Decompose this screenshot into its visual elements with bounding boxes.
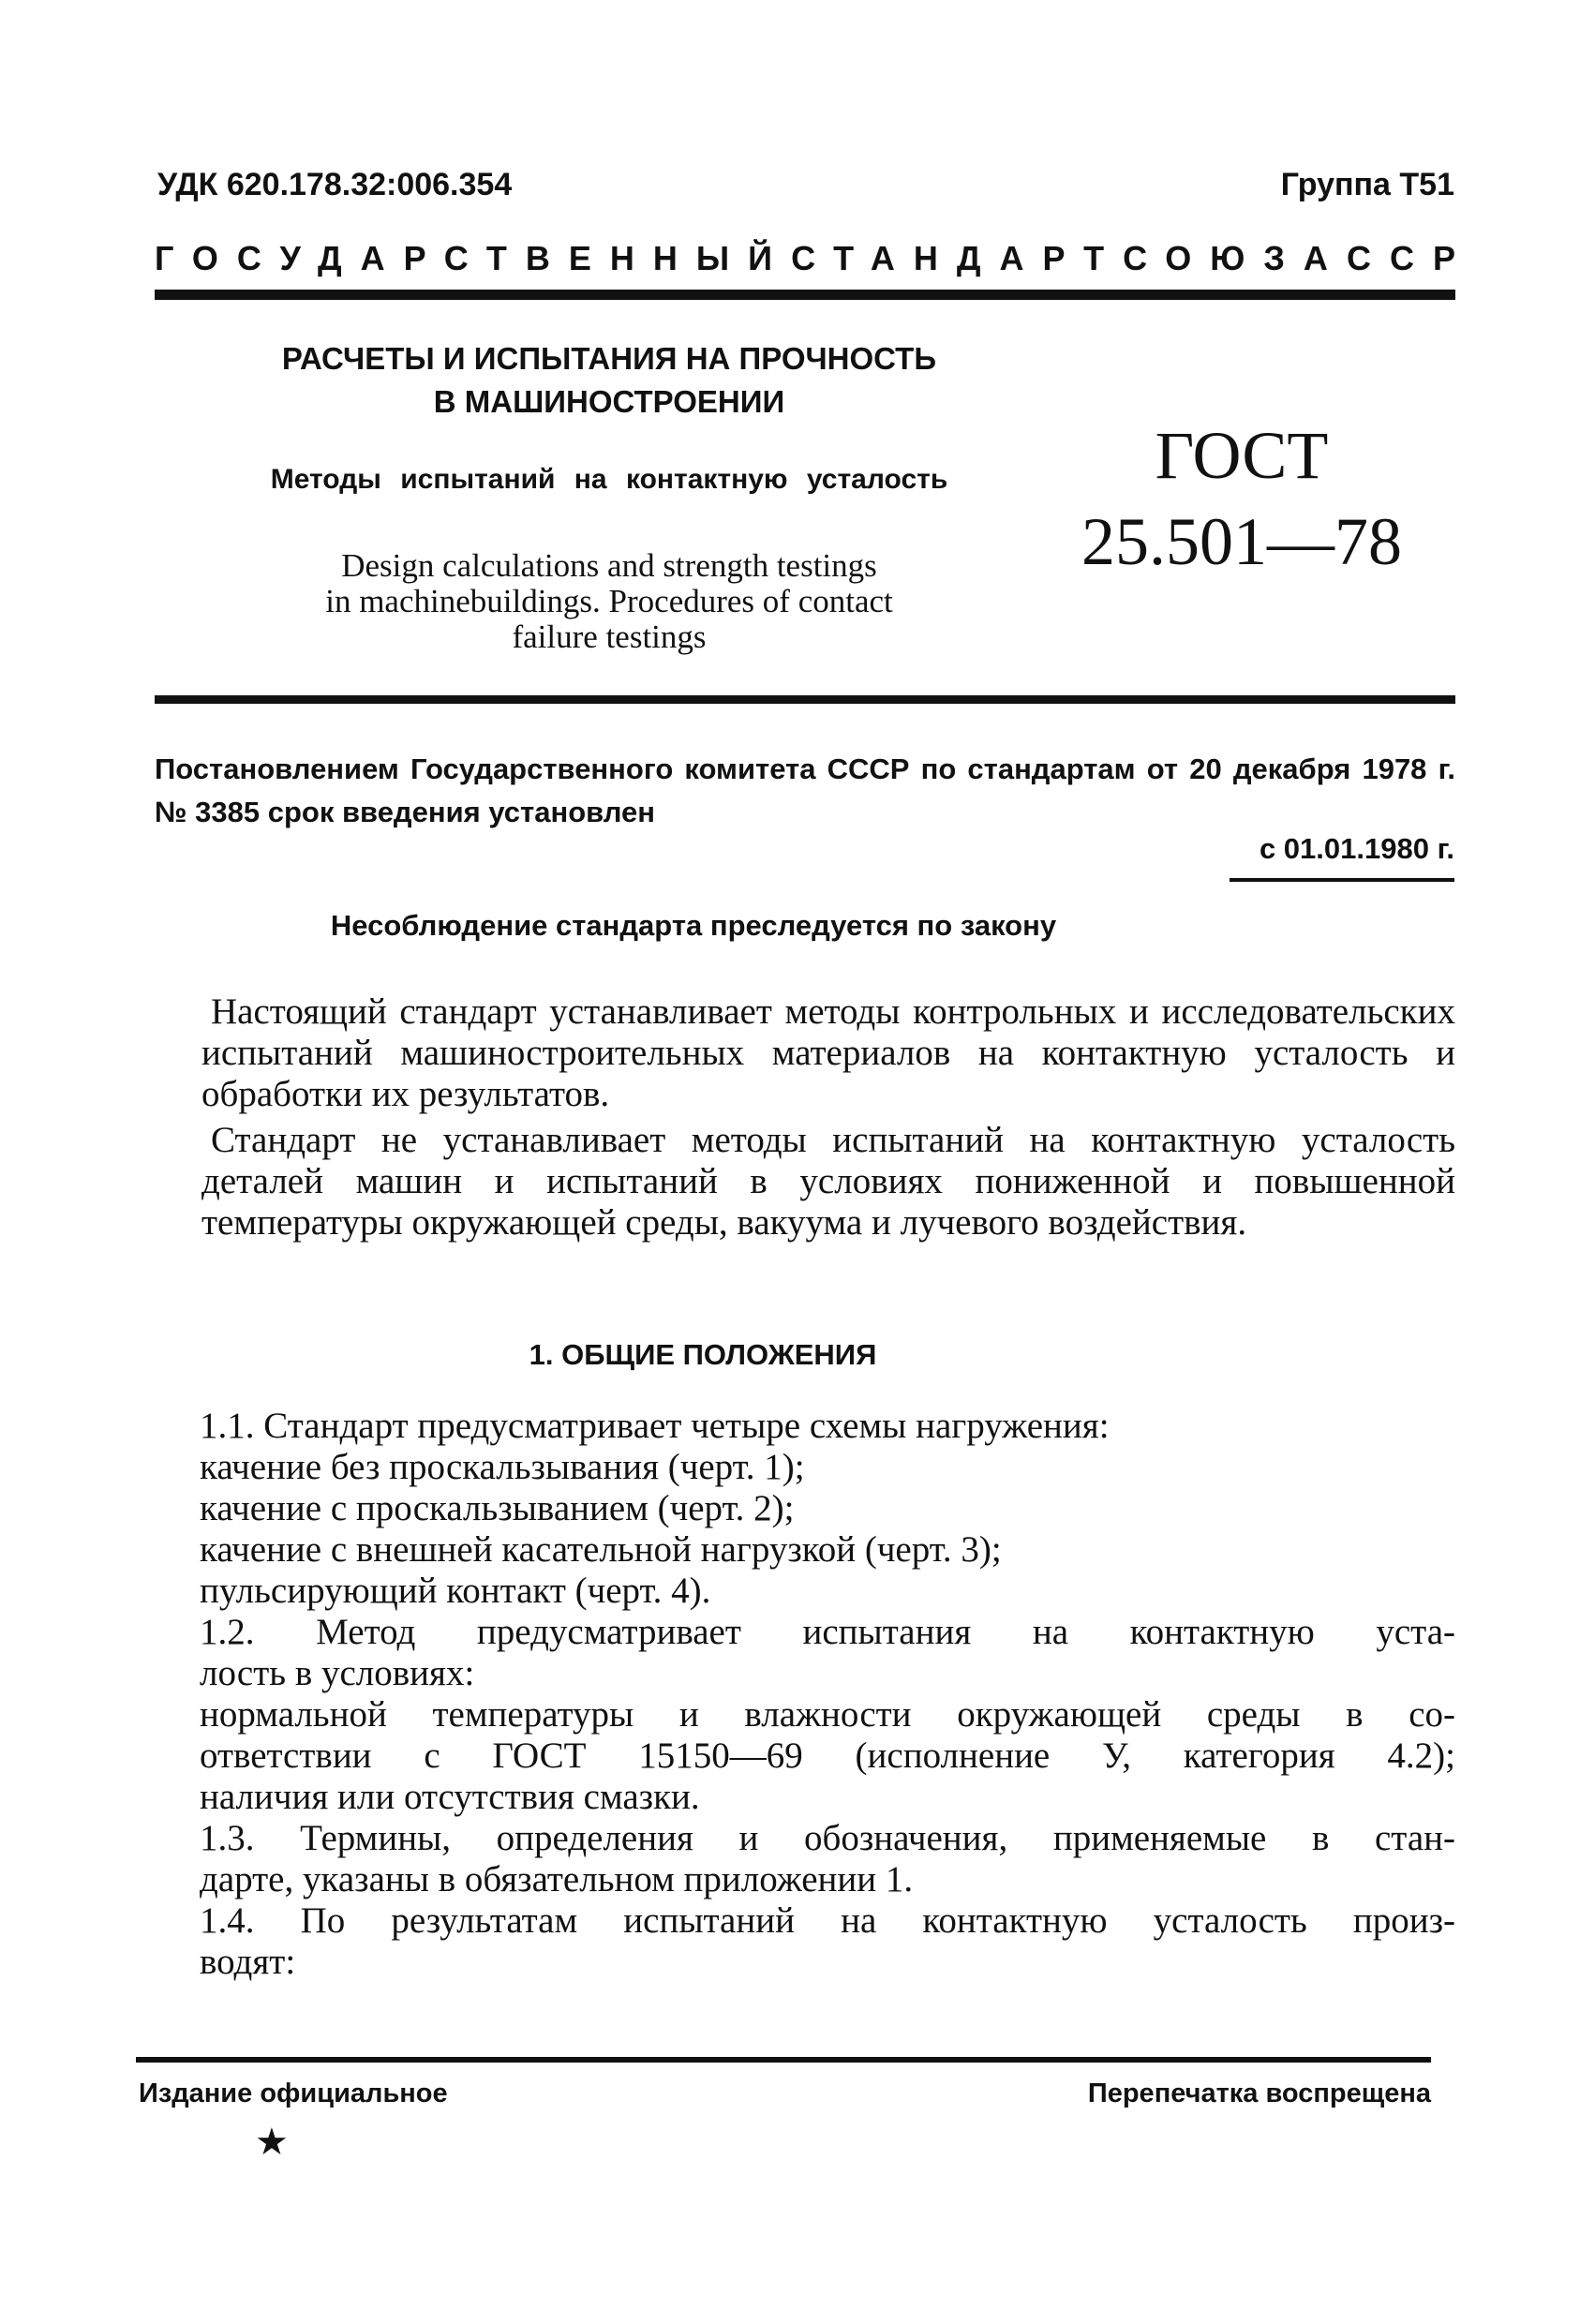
gost-designation bbox=[1054, 412, 1429, 585]
intro-paragraph-1: Настоящий стандарт устанавливает методы контрольных и исследовательских испытаний машиностроительных материалов на контактную усталость и обработки их результатов. bbox=[201, 991, 1455, 1114]
section-line: 1.1. Стандарт предусматривает четыре схемы нагружения: bbox=[200, 1406, 1110, 1446]
banner-word: СТАНДАРТ bbox=[791, 239, 1124, 277]
title-line-1: РАСЧЕТЫ И ИСПЫТАНИЯ НА ПРОЧНОСТЬ bbox=[281, 341, 937, 376]
udk-code: УДК 620.178.32:006.354 bbox=[157, 167, 513, 202]
english-title-line-3: failure testings bbox=[512, 618, 707, 655]
section-line: 1.2. Метод предусматривает испытания на контактную уста- bbox=[200, 1612, 1455, 1652]
decree-text: Постановлением Государственного комитета СССР по стандартам от 20 декабря 1978 г. № 3385 срок введения установлен bbox=[155, 752, 1455, 828]
english-title-line-2: in machinebuildings. Procedures of contact bbox=[325, 583, 893, 619]
middle-thick-rule bbox=[155, 695, 1455, 704]
date-underline bbox=[1230, 878, 1454, 882]
legal-warning: Несоблюдение стандарта преследуется по закону bbox=[330, 909, 1057, 942]
section-line: дарте, указаны в обязательном приложении 1. bbox=[200, 1859, 914, 1899]
banner-word: ГОСУДАРСТВЕННЫЙ bbox=[155, 239, 792, 277]
top-thick-rule bbox=[155, 290, 1455, 300]
banner-word: СОЮЗА bbox=[1123, 239, 1347, 277]
document-title bbox=[216, 337, 1003, 424]
section-line: наличия или отсутствия смазки. bbox=[200, 1777, 700, 1817]
intro-paragraph-2: Стандарт не устанавливает методы испытаний на контактную усталость деталей машин и испытаний в условиях пониженной и повышенной температуры окружающей среды, вакуума и лучевого воздействия. bbox=[201, 1120, 1455, 1243]
gost-label: ГОСТ bbox=[1155, 418, 1329, 493]
section-line: пульсирующий контакт (черт. 4). bbox=[200, 1571, 711, 1611]
reprint-prohibited-label: Перепечатка воспрещена bbox=[1087, 2078, 1431, 2108]
state-standard-banner bbox=[155, 239, 1474, 278]
document-subtitle: Методы испытаний на контактную усталость bbox=[270, 464, 948, 495]
section-line: 1.3. Термины, определения и обозначения, применяемые в стан- bbox=[200, 1818, 1455, 1858]
effective-date: с 01.01.1980 г. bbox=[1259, 832, 1454, 865]
official-edition-label: Издание официальное bbox=[139, 2078, 448, 2108]
section-line: качение без проскальзывания (черт. 1); bbox=[200, 1447, 805, 1487]
footer-rule bbox=[136, 2057, 1431, 2063]
english-title-line-1: Design calculations and strength testings bbox=[341, 547, 877, 584]
section-line: лость в условиях: bbox=[200, 1653, 475, 1693]
banner-word: ССР bbox=[1346, 239, 1474, 277]
section-line: качение с внешней касательной нагрузкой (черт. 3); bbox=[200, 1529, 1002, 1570]
section-line: водят: bbox=[200, 1942, 296, 1982]
english-title bbox=[216, 548, 1003, 655]
star-icon: ★ bbox=[255, 2121, 289, 2163]
section-line: нормальной температуры и влажности окружающей среды в со- bbox=[200, 1694, 1455, 1735]
section-line: качение с проскальзыванием (черт. 2); bbox=[200, 1488, 795, 1528]
section-line: 1.4. По результатам испытаний на контактную усталость произ- bbox=[200, 1900, 1455, 1941]
gost-number: 25.501—78 bbox=[1081, 504, 1402, 579]
group-code: Группа Т51 bbox=[1280, 167, 1454, 202]
section-heading: 1. ОБЩИЕ ПОЛОЖЕНИЯ bbox=[529, 1338, 877, 1371]
section-line: ответствии с ГОСТ 15150—69 (исполнение У, категория 4.2); bbox=[200, 1736, 1455, 1776]
title-line-2: В МАШИНОСТРОЕНИИ bbox=[433, 384, 785, 419]
